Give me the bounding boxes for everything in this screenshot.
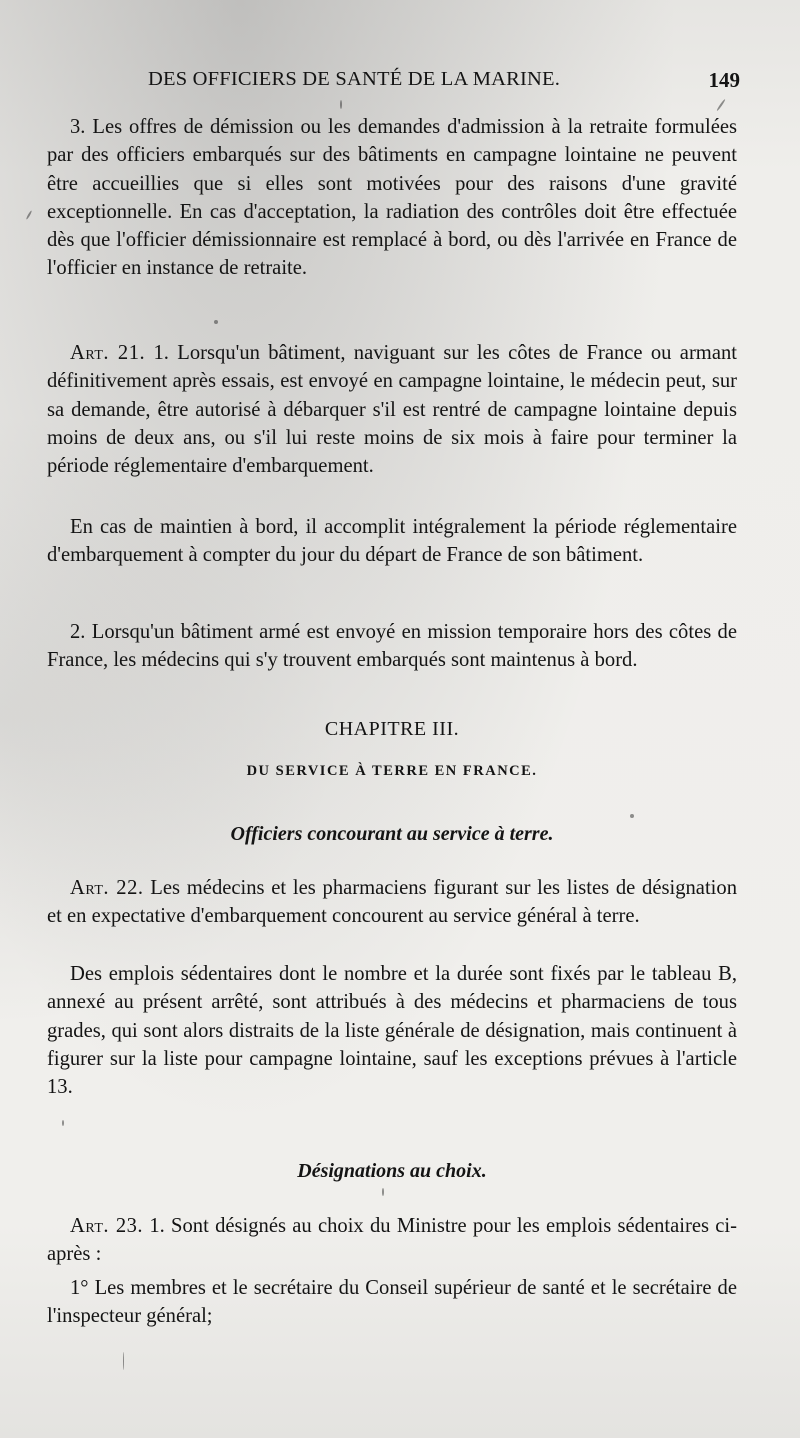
paragraph-emplois-sedentaires: Des emplois sédentaires dont le nombre et la durée sont fixés par le tableau B, annexé au présent arrêté, sont attribués à des médecins et pharmaciens de tous grades, qui sont alors distraits de la liste générale de désignation, mais continuent à figurer sur la liste pour campagne lointaine, sauf les exceptions prévues à l'article 13. (47, 963, 737, 1099)
scan-speck (716, 99, 726, 112)
page-header (148, 68, 740, 98)
article-text: 1. Lorsqu'un bâtiment, naviguant sur les côtes de France ou armant définitivement après essais, est envoyé en campagne lointaine, le médecin peut, sur sa demande, être autorisé à débarquer s'il est rentré de campagne lointaine depuis moins de deux ans, ou s'il lui reste moins de six mois à faire pour terminer la période réglementaire d'embarquement. (47, 342, 737, 478)
paragraph-art-21 (47, 339, 737, 480)
paragraph-offres-demission: 3. Les offres de démission ou les demandes d'admission à la retraite formulées par des officiers embarqués sur des bâtiments en campagne lointaine ne peuvent être accueillies que si elles sont motivées pour des raisons d'une gravité exceptionnelle. En cas d'acceptation, la radiation des contrôles doit être effectuée dès que l'officier démissionnaire est remplacé à bord, ou dès l'arrivée en France de l'officier en instance de retraite. (47, 116, 737, 280)
paragraph-membres-conseil: 1° Les membres et le secrétaire du Conseil supérieur de santé et le secrétaire de l'inspecteur général; (47, 1277, 737, 1328)
chapter-subtitle: DU SERVICE À TERRE EN FRANCE. (246, 763, 538, 779)
section-title-officiers: Officiers concourant au service à terre. (230, 823, 554, 845)
scan-speck (62, 1120, 64, 1126)
section-title-designations: Désignations au choix. (297, 1160, 487, 1182)
article-text: Les médecins et les pharmaciens figurant sur les listes de désignation et en expectative d'embarquement concourent au service général à terre. (47, 877, 737, 928)
page-number: 149 (708, 68, 740, 92)
paragraph-maintien-a-bord: En cas de maintien à bord, il accomplit intégralement la période réglementaire d'embarquement à compter du jour du départ de France de son bâtiment. (47, 516, 737, 567)
article-text: 1. Sont désignés au choix du Ministre pour les emplois sédentaires ci-après : (47, 1215, 737, 1266)
paragraph-art-23 (47, 1212, 737, 1269)
paragraph-mission-temporaire: 2. Lorsqu'un bâtiment armé est envoyé en mission temporaire hors des côtes de France, les médecins qui s'y trouvent embarqués sont maintenus à bord. (47, 621, 737, 672)
article-label: Art. 21. (70, 342, 146, 364)
running-title: DES OFFICIERS DE SANTÉ DE LA MARINE. (148, 68, 561, 90)
scan-speck (630, 814, 634, 818)
article-label: Art. 23. (70, 1215, 144, 1237)
article-label: Art. 22. (70, 877, 144, 899)
scan-speck (123, 1352, 124, 1370)
scan-speck (382, 1188, 384, 1196)
scan-speck (340, 100, 342, 109)
paragraph-art-22 (47, 874, 737, 931)
scan-speck (26, 210, 33, 220)
scan-speck (214, 320, 218, 324)
chapter-title: CHAPITRE III. (324, 718, 460, 740)
